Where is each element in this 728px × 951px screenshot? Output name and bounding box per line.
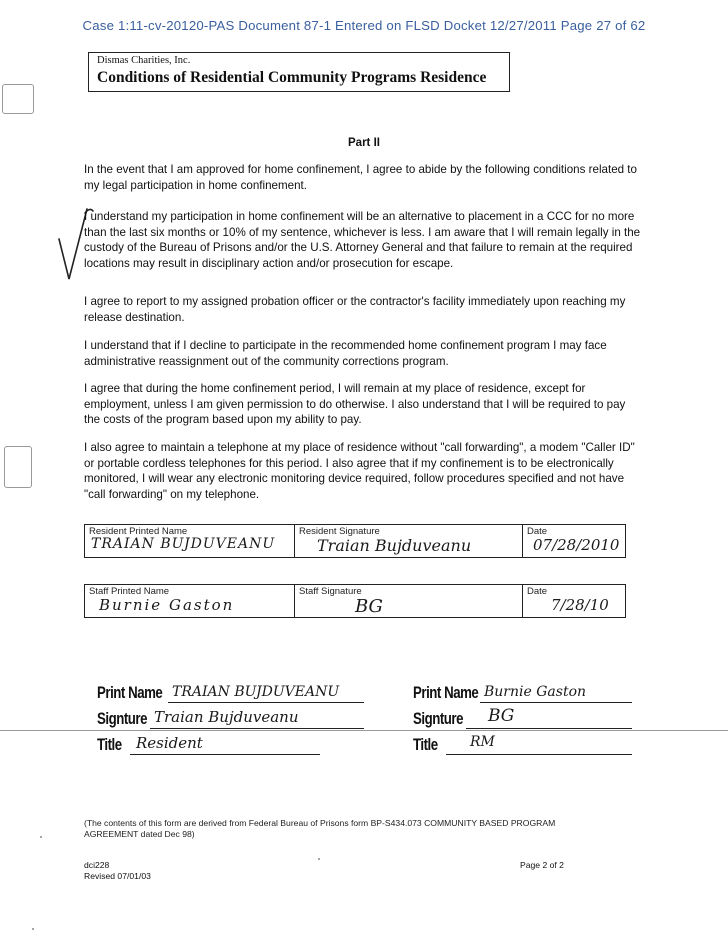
staff-signature-value: BG (355, 596, 383, 617)
resident-signature-label: Resident Signature (299, 526, 380, 537)
right-print-name-label: Print Name (413, 683, 479, 702)
right-signature-line (466, 728, 632, 729)
paragraph-report: I agree to report to my assigned probation officer or the contractor's facility immediately upon reaching my release destination. (84, 295, 626, 324)
scan-artifact (318, 858, 320, 860)
staff-name-label: Staff Printed Name (89, 586, 170, 597)
left-signature-line (150, 728, 364, 729)
left-title-value: Resident (136, 734, 203, 752)
part-heading: Part II (348, 137, 380, 149)
left-signature-label: Signture (97, 709, 148, 728)
resident-signature-cell (295, 525, 523, 557)
scan-artifact (4, 446, 32, 488)
resident-date-value: 07/28/2010 (533, 536, 620, 554)
form-title: Conditions of Residential Community Programs Residence (97, 69, 487, 86)
scan-artifact (40, 836, 42, 838)
left-signature-value: Traian Bujduveanu (154, 708, 299, 726)
footer-page-number: Page 2 of 2 (520, 860, 564, 870)
footer-revised: Revised 07/01/03 (84, 871, 151, 881)
left-print-name-value: TRAIAN BUJDUVEANU (172, 684, 340, 700)
staff-signature-cell (295, 585, 523, 617)
docket-header: Case 1:11-cv-20120-PAS Document 87-1 Entered on FLSD Docket 12/27/2011 Page 27 of 62 (82, 18, 646, 33)
paragraph-decline: I understand that if I decline to participate in the recommended home confinement program I may face administrative reassignment out of the community corrections program. (84, 339, 607, 368)
staff-name-cell (85, 585, 295, 617)
resident-name-label: Resident Printed Name (89, 526, 188, 537)
footer-form-info (84, 860, 151, 882)
resident-signature-box (84, 524, 626, 558)
left-title-line (130, 754, 320, 755)
paragraph-intro: In the event that I am approved for home confinement, I agree to abide by the following conditions related to my legal participation in home confinement. (84, 163, 637, 192)
footer-form-id: dci228 (84, 860, 110, 870)
scan-artifact (2, 84, 34, 114)
resident-name-cell (85, 525, 295, 557)
scan-artifact (32, 928, 34, 930)
paragraph-residence: I agree that during the home confinement period, I will remain at my place of residence, except for employment, unless I am given permission to do otherwise. I also understand that I will be required to pay the costs of the program based upon my ability to pay. (84, 382, 626, 426)
paragraph-custody: I understand my participation in home confinement will be an alternative to placement in a CCC for no more than the last six months or 10% of my sentence, whichever is less. I am aware that I will remain legally in the custody of the Bureau of Prisons and/or the U.S. Attorney General and that failure to remain at the required locations may result in disciplinary action and/or prosecution for escape. (84, 210, 641, 270)
staff-date-cell (523, 585, 625, 617)
staff-name-value: Burnie Gaston (99, 596, 235, 614)
resident-date-label: Date (527, 526, 548, 537)
staff-date-value: 7/28/10 (551, 596, 609, 614)
right-print-name-value: Burnie Gaston (484, 684, 587, 700)
left-print-name-line (168, 702, 364, 703)
paragraph-telephone: I also agree to maintain a telephone at my place of residence without "call forwarding", a modem "Caller ID" or portable cordless telephones for this period. I also agree that if my confinement is to be electronically monitored, I will wear any electronic monitoring device required, follow procedures specified and not have "call forwarding" on my telephone. (84, 441, 635, 501)
right-title-line (446, 754, 632, 755)
right-title-value: RM (470, 734, 495, 750)
staff-signature-box (84, 584, 626, 618)
resident-signature-value: Traian Bujduveanu (317, 536, 472, 555)
scan-divider-line (0, 730, 728, 731)
right-signature-label: Signture (413, 709, 464, 728)
right-print-name-line (480, 702, 632, 703)
left-print-name-label: Print Name (97, 683, 163, 702)
right-signature-value: BG (488, 706, 515, 726)
organization-name: Dismas Charities, Inc. (97, 55, 191, 66)
resident-name-value: TRAIAN BUJDUVEANU (91, 536, 276, 552)
staff-signature-label: Staff Signature (299, 586, 362, 597)
staff-date-label: Date (527, 586, 548, 597)
footer-source-note: (The contents of this form are derived from Federal Bureau of Prisons form BP-S434.073 COMMUNITY BASED PROGRAM AGREEMENT dated Dec 98) (84, 818, 556, 839)
right-title-label: Title (413, 735, 438, 754)
form-header-box (88, 52, 510, 92)
resident-date-cell (523, 525, 625, 557)
left-title-label: Title (97, 735, 122, 754)
